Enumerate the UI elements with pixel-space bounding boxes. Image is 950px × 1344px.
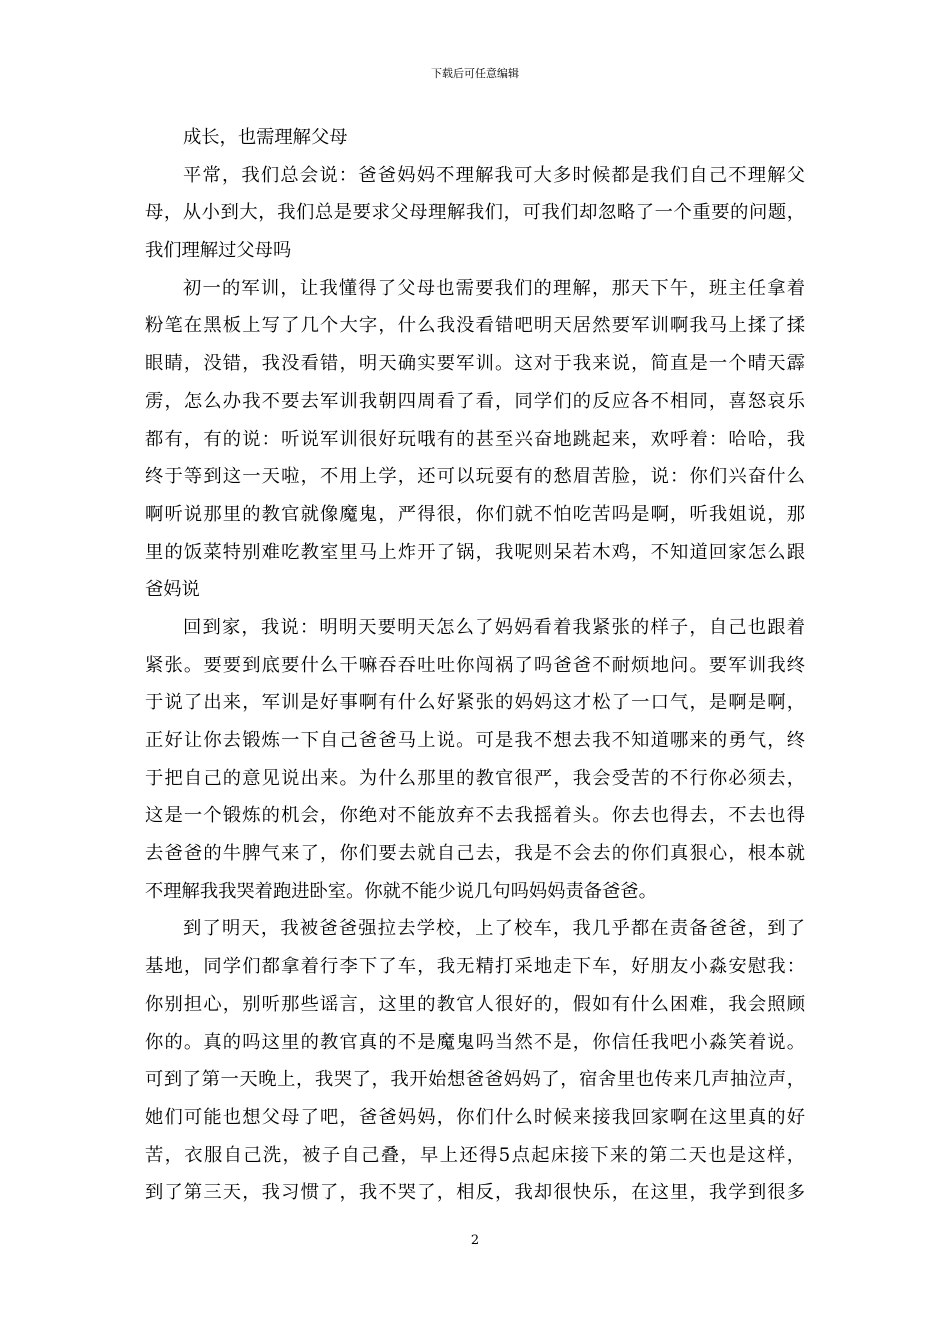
text-line: 眼睛，没错，我没看错，明天确实要军训。这对于我来说，简直是一个晴天霹 [145, 353, 805, 375]
text-line: 苦，衣服自己洗，被子自己叠，早上还得5点起床接下来的第二天也是这样， [145, 1144, 805, 1166]
text-line: 我们理解过父母吗 [145, 240, 292, 262]
text-line: 不理解我我哭着跑进卧室。你就不能少说几句吗妈妈责备爸爸。 [145, 880, 657, 902]
document-body [145, 119, 805, 1212]
text-line: 于说了出来，军训是好事啊有什么好紧张的妈妈这才松了一口气，是啊是啊， [145, 692, 805, 714]
text-line: 她们可能也想父母了吧，爸爸妈妈，你们什么时候来接我回家啊在这里真的好 [145, 1106, 805, 1128]
text-line: 成长，也需理解父母 [183, 127, 348, 148]
text-line: 都有，有的说：听说军训很好玩哦有的甚至兴奋地跳起来，欢呼着：哈哈，我 [145, 428, 805, 450]
page-header: 下载后可任意编辑 [431, 67, 519, 80]
text-line: 你别担心，别听那些谣言，这里的教官人很好的，假如有什么困难，我会照顾 [145, 993, 805, 1015]
text-line: 初一的军训，让我懂得了父母也需要我们的理解，那天下午，班主任拿着 [183, 277, 805, 299]
text-line: 到了第三天，我习惯了，我不哭了，相反，我却很快乐，在这里，我学到很多 [145, 1182, 805, 1204]
text-line: 正好让你去锻炼一下自己爸爸马上说。可是我不想去我不知道哪来的勇气，终 [145, 730, 805, 751]
text-line: 紧张。要要到底要什么干嘛吞吞吐吐你闯祸了吗爸爸不耐烦地问。要军训我终 [145, 654, 805, 676]
text-line: 雳，怎么办我不要去军训我朝四周看了看，同学们的反应各不相同，喜怒哀乐 [145, 390, 805, 412]
text-line: 母，从小到大，我们总是要求父母理解我们，可我们却忽略了一个重要的问题， [145, 202, 805, 224]
text-line: 里的饭菜特别难吃教室里马上炸开了锅，我呢则呆若木鸡，不知道回家怎么跟 [145, 541, 805, 563]
page-number: 2 [470, 1233, 480, 1248]
text-line: 基地，同学们都拿着行李下了车，我无精打采地走下车，好朋友小淼安慰我： [145, 956, 805, 978]
text-line: 可到了第一天晚上，我哭了，我开始想爸爸妈妈了，宿舍里也传来几声抽泣声， [145, 1069, 805, 1091]
text-line: 平常，我们总会说：爸爸妈妈不理解我可大多时候都是我们自己不理解父 [183, 164, 805, 186]
text-line: 回到家，我说：明明天要明天怎么了妈妈看着我紧张的样子，自己也跟着 [183, 616, 805, 638]
text-line: 粉笔在黑板上写了几个大字，什么我没看错吧明天居然要军训啊我马上揉了揉 [145, 315, 805, 337]
text-line: 你的。真的吗这里的教官真的不是魔鬼吗当然不是，你信任我吧小淼笑着说。 [145, 1031, 805, 1053]
text-line: 于把自己的意见说出来。为什么那里的教官很严，我会受苦的不行你必须去， [145, 767, 805, 789]
text-line: 终于等到这一天啦，不用上学，还可以玩耍有的愁眉苦脸，说：你们兴奋什么 [145, 466, 805, 488]
text-line: 这是一个锻炼的机会，你绝对不能放弃不去我摇着头。你去也得去，不去也得 [145, 805, 805, 827]
text-line: 爸妈说 [145, 579, 200, 601]
text-line: 去爸爸的牛脾气来了，你们要去就自己去，我是不会去的你们真狠心，根本就 [145, 843, 805, 865]
text-line: 到了明天，我被爸爸强拉去学校，上了校车，我几乎都在责备爸爸，到了 [183, 918, 805, 940]
text-line: 啊听说那里的教官就像魔鬼，严得很，你们就不怕吃苦吗是啊，听我姐说，那 [145, 503, 805, 525]
